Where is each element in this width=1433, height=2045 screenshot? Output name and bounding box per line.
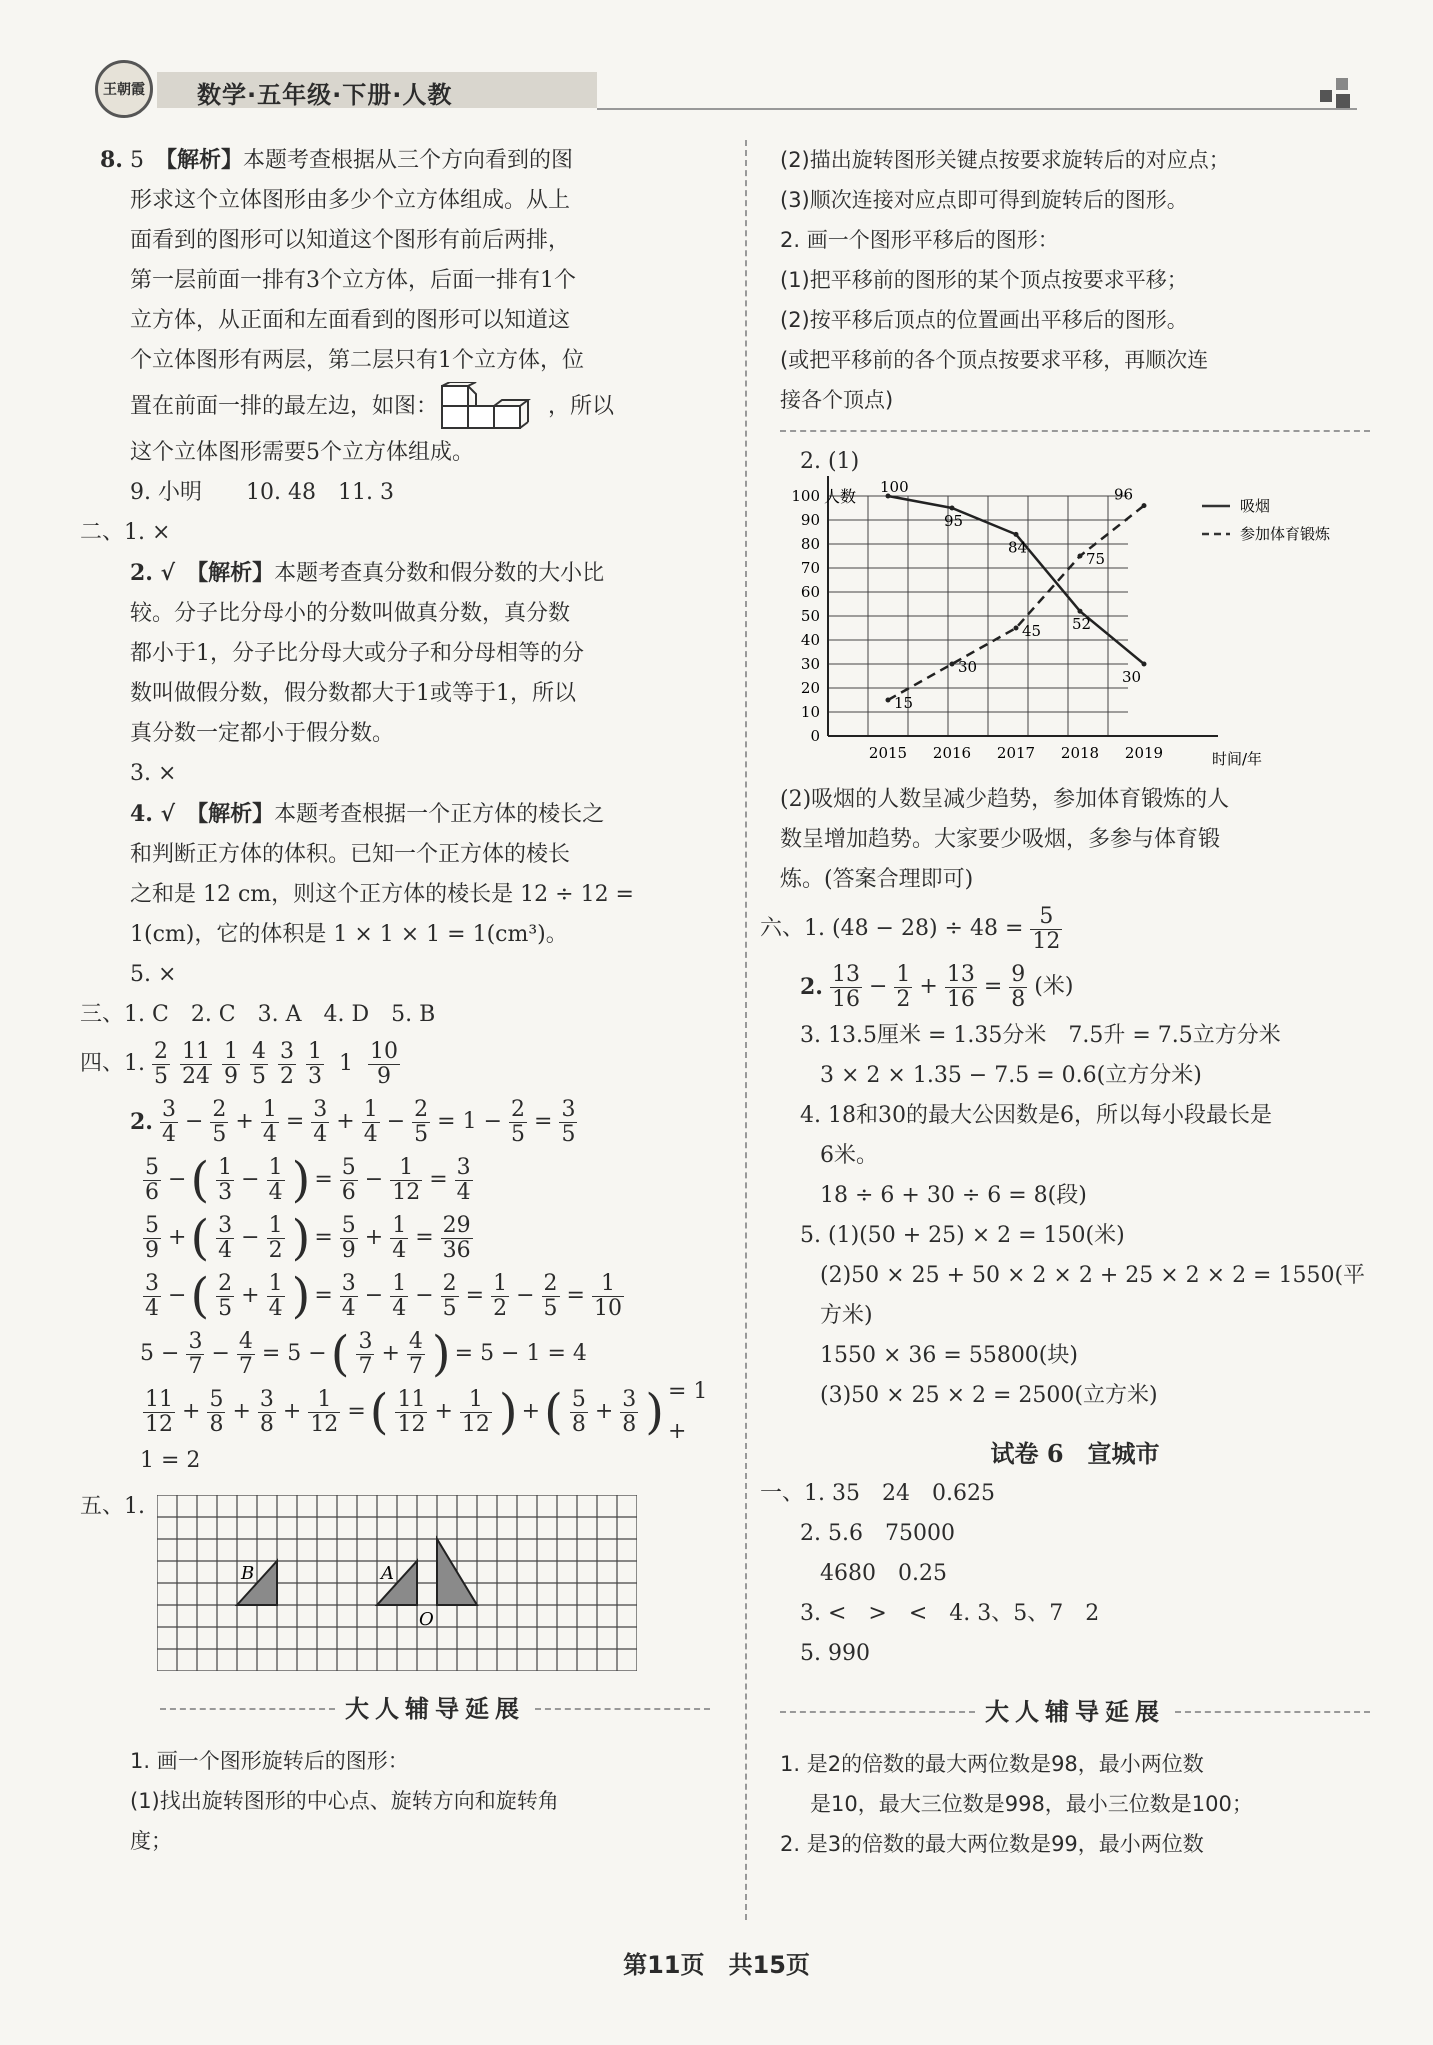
text-line: 本题考查真分数和假分数的大小比 [274,561,605,586]
y-tick-label: 10 [800,703,820,721]
paper-title: 试卷 6 宣城市 [990,1439,1160,1468]
analysis-tag: 【解析】 [165,147,243,173]
whole-number: 1 [339,1051,353,1076]
y-tick-label: 50 [800,607,820,625]
data-labels [880,478,1141,712]
text-line: 较。分子比分母小的分数叫做真分数，真分数 [130,601,571,626]
x-tick-label: 2019 [1124,744,1164,762]
section-2-q1: 二、1. × [80,520,171,545]
text-line: 本题考查根据从三个方向看到的图 [243,148,574,173]
text-line: (2)描出旋转图形关键点按要求旋转后的对应点； [780,148,1230,172]
q-number: 4. √ [130,801,176,827]
text-line: 是10，最大三位数是998，最小三位数是100； [810,1792,1253,1816]
label-B: B [241,1563,255,1584]
text-line: 2. 是3的倍数的最大两位数是99，最小两位数 [780,1832,1204,1856]
text-line [100,381,710,433]
text-line: (2)吸烟的人数呈减少趋势，参加体育锻炼的人 [780,787,1230,812]
text-line: 3 × 2 × 1.35 − 7.5 = 0.6(立方分米) [820,1063,1202,1088]
page-footer: 第11页 共15页 [623,1951,810,1979]
text-line: 4680 0.25 [820,1561,947,1586]
text-line: 6米。 [820,1143,878,1168]
fraction: $\frac{2}{5}$ [154,1038,168,1089]
data-label: 30 [958,658,978,676]
analysis-tag: 【解析】 [197,560,275,586]
column-divider [745,140,747,1920]
text-line: 个立体图形有两层，第二层只有1个立方体，位 [130,348,584,373]
section-2-q4 [100,794,710,835]
text-line: (2)按平移后顶点的位置画出平移后的图形。 [780,308,1188,332]
text-line: 1(cm)，它的体积是 1 × 1 × 1 = 1(cm³)。 [130,922,568,947]
y-tick-label: 70 [800,559,820,577]
y-tick-label: 30 [800,655,820,673]
q-number: 2. [130,1109,153,1135]
brand-logo [95,60,153,118]
data-label: 100 [880,478,909,496]
section-4-q2-line3: $\frac{5}{9}$ + ( $\frac{3}{4}$ − $\frac{1}{2}$ ) = $\frac{5}{9}$ + $\frac{1}{4}$ = $\frac{29}{36}$ [145,1210,471,1266]
text-line: 度； [130,1829,172,1853]
header-rule [597,108,1357,110]
q-number: 2. [800,974,823,1000]
x-tick-label: 2015 [868,744,908,762]
text-line: 一、1. 35 24 0.625 [760,1481,995,1506]
text-line: 3. < > < 4. 3、5、7 2 [800,1601,1100,1626]
section-4-q2-line7: 1 = 2 [140,1448,201,1473]
data-label: 45 [1022,622,1042,640]
logo-text: 王朝霞 [103,82,145,98]
q-number: 五、1. [80,1494,145,1519]
text-line: 方米) [820,1303,873,1328]
x-tick-label: 2017 [996,744,1036,762]
text-line: 这个立体图形需要5个立方体组成。 [130,440,474,465]
y-tick-label: 100 [791,487,820,505]
text-line: 5. (1)(50 + 25) × 2 = 150(米) [800,1223,1125,1248]
answer: 5 [129,148,144,173]
text-line: 2. 5.6 75000 [800,1521,955,1546]
data-label: 96 [1114,485,1134,504]
corner-square-icon [1320,90,1332,102]
section-4-q2-line1: 2. $\frac{3}{4}$ − $\frac{2}{5}$ + $\frac{1}{4}$ = $\frac{3}{4}$ + $\frac{1}{4}$ − $\frac{2}{5}$ = 1 − $\frac{2}{5}$ = $\frac{3}{5}$ [130,1096,576,1147]
section-3: 三、1. C 2. C 3. A 4. D 5. B [80,1002,436,1027]
expression: 六、1. (48 − 28) ÷ 48 = [760,916,1024,941]
legend-label-exercise: 参加体育锻炼 [1240,525,1331,543]
q2-label: 2. (1) [800,449,860,474]
text-line: 5. 990 [800,1641,870,1666]
x-tick-labels [869,744,1163,762]
fraction: $\frac{5}{12}$ [1032,903,1061,954]
tutor-banner [160,1689,710,1729]
data-point [950,662,955,667]
subject-band: 数学·五年级·下册·人教 [157,72,597,108]
y-axis-label: 人数 [824,487,857,506]
text-line: 2. 画一个图形平移后的图形： [780,228,1059,252]
text-line: 形求这个立体图形由多少个立方体组成。从上 [130,188,571,213]
y-tick-label: 0 [810,727,820,745]
y-tick-label: 20 [800,679,820,697]
banner-title: 大人辅导延展 [345,1695,525,1723]
chart-grid [828,476,1218,736]
fraction: $\frac{1}{3}$ [308,1038,322,1089]
banner-title: 大人辅导延展 [985,1698,1165,1726]
q8-line [100,140,710,181]
text-line: (1)把平移前的图形的某个顶点按要求平移； [780,268,1188,292]
text-line: 立方体，从正面和左面看到的图形可以知道这 [130,308,571,333]
data-point [1142,503,1147,508]
data-point [886,698,891,703]
label-O: O [419,1609,434,1630]
text-line: 面看到的图形可以知道这个图形有前后两排， [130,228,571,253]
text-line: 和判断正方体的体积。已知一个正方体的棱长 [130,842,571,867]
data-label: 15 [894,694,914,712]
line-chart [780,476,1370,776]
section-4-q1 [80,1035,710,1093]
q-number: 2. √ [130,560,176,586]
data-label: 75 [1086,550,1106,568]
section-6-q1 [760,900,1370,958]
text-line: 真分数一定都小于假分数。 [130,721,395,746]
x-tick-label: 2016 [932,744,972,762]
label-A: A [381,1563,394,1584]
text-line: 之和是 12 cm，则这个正方体的棱长是 12 ÷ 12 = [130,882,634,907]
series-line-smoking [888,496,1144,664]
text-line: 1550 × 36 = 55800(块) [820,1343,1078,1368]
data-point [1078,609,1083,614]
fraction: $\frac{11}{24}$ [182,1038,210,1089]
text-line: 数叫做假分数，假分数都大于1或等于1，所以 [130,681,576,706]
q-number: 四、1. [80,1051,145,1076]
grid-figure [157,1495,637,1671]
text-line: 本题考查根据一个正方体的棱长之 [274,802,605,827]
fraction: $\frac{10}{9}$ [370,1038,398,1089]
y-tick-label: 80 [800,535,820,553]
data-label: 95 [944,512,964,530]
dashed-separator [780,430,1370,432]
data-label: 52 [1072,615,1092,634]
x-axis-label: 时间/年 [1212,750,1263,768]
y-tick-label: 90 [800,511,820,529]
text-line: 都小于1，分子比分母大或分子和分母相等的分 [130,641,584,666]
y-tick-label: 40 [800,631,820,649]
fraction: $\frac{4}{5}$ [252,1038,266,1089]
text-line: 4. 18和30的最大公因数是6，所以每小段最长是 [800,1103,1272,1128]
section-2-q2 [100,553,710,594]
answer: 9. 小明 [130,480,202,505]
page-header [95,60,1395,112]
text-line: (1)找出旋转图形的中心点、旋转方向和旋转角 [130,1789,559,1813]
data-label: 30 [1122,668,1142,686]
corner-square-icon [1336,78,1348,90]
section-6-q2: 2. $\frac{13}{16}$ − $\frac{1}{2}$ + $\frac{13}{16}$ = $\frac{9}{8}$ (米) [800,961,1074,1012]
text-line: 1. 是2的倍数的最大两位数是98，最小两位数 [780,1752,1204,1776]
text-line: 数呈增加趋势。大家要少吸烟，多参与体育锻 [780,827,1221,852]
text-line: 1. 画一个图形旋转后的图形： [130,1749,409,1773]
chart-series [886,494,1147,703]
section-4-q2-line6: $\frac{11}{12}$ + $\frac{5}{8}$ + $\frac{3}{8}$ + $\frac{1}{12}$ = ( $\frac{11}{12}$ + $\frac{1}{12}$ ) + ( $\frac{5}{8}$ + $\frac{3}{8}$ ) = 1 + [145,1379,708,1444]
text-line: 3. 13.5厘米 = 1.35分米 7.5升 = 7.5立方分米 [800,1023,1281,1048]
text-line: 接各个顶点) [780,388,894,412]
fraction: $\frac{1}{9}$ [224,1038,238,1089]
data-point [1014,626,1019,631]
section-4-q2-line5: 5 − $\frac{3}{7}$ − $\frac{4}{7}$ = 5 − ( $\frac{3}{7}$ + $\frac{4}{7}$ ) = 5 − 1 = 4 [140,1326,587,1382]
section-4-q2-line2: $\frac{5}{6}$ − ( $\frac{1}{3}$ − $\frac{1}{4}$ ) = $\frac{5}{6}$ − $\frac{1}{12}$ = $\frac{3}{4}$ [145,1152,471,1208]
section-4-q2-line4: $\frac{3}{4}$ − ( $\frac{2}{5}$ + $\frac{1}{4}$ ) = $\frac{3}{4}$ − $\frac{1}{4}$ − $\frac{2}{5}$ = $\frac{1}{2}$ − $\frac{2}{5}$ = $\frac{1}{10}$ [145,1268,622,1324]
data-point [1142,662,1147,667]
unit: (米) [1034,974,1074,999]
data-point [950,506,955,511]
text-fragment: 置在前面一排的最左边，如图： [130,394,439,419]
answer: 11. 3 [338,480,394,505]
text-line: 第一层前面一排有3个立方体，后面一排有1个 [130,268,576,293]
data-label: 84 [1008,538,1028,557]
corner-square-icon [1336,94,1350,108]
data-point [1014,532,1019,537]
data-point [1078,554,1083,559]
section-2-q3: 3. × [130,761,177,786]
y-tick-label: 60 [800,583,820,601]
y-tick-labels [791,487,820,745]
text-line: (3)顺次连接对应点即可得到旋转后的图形。 [780,188,1188,212]
answer: 10. 48 [246,480,316,505]
text-line: 18 ÷ 6 + 30 ÷ 6 = 8(段) [820,1183,1087,1208]
text-line: (或把平移前的各个顶点按要求平移，再顺次连 [780,348,1209,372]
fraction: $\frac{3}{2}$ [280,1038,294,1089]
cube-figure [438,382,548,432]
text-line: 炼。(答案合理即可) [780,867,974,892]
text-line: (3)50 × 25 × 2 = 2500(立方米) [820,1383,1158,1408]
text-fragment: ，所以 [548,394,615,419]
section-5-q1 [80,1487,710,1671]
answers-9-11 [100,473,710,513]
tutor-banner [780,1692,1370,1732]
legend-label-smoking: 吸烟 [1240,497,1271,515]
analysis-tag: 【解析】 [197,801,275,827]
text-line: (2)50 × 25 + 50 × 2 × 2 + 25 × 2 × 2 = 1550(平 [820,1263,1366,1288]
left-column [80,140,710,1861]
right-column [760,140,1370,1864]
section-2-q5: 5. × [130,962,177,987]
x-tick-label: 2018 [1060,744,1100,762]
q-number: 8. [100,147,123,173]
